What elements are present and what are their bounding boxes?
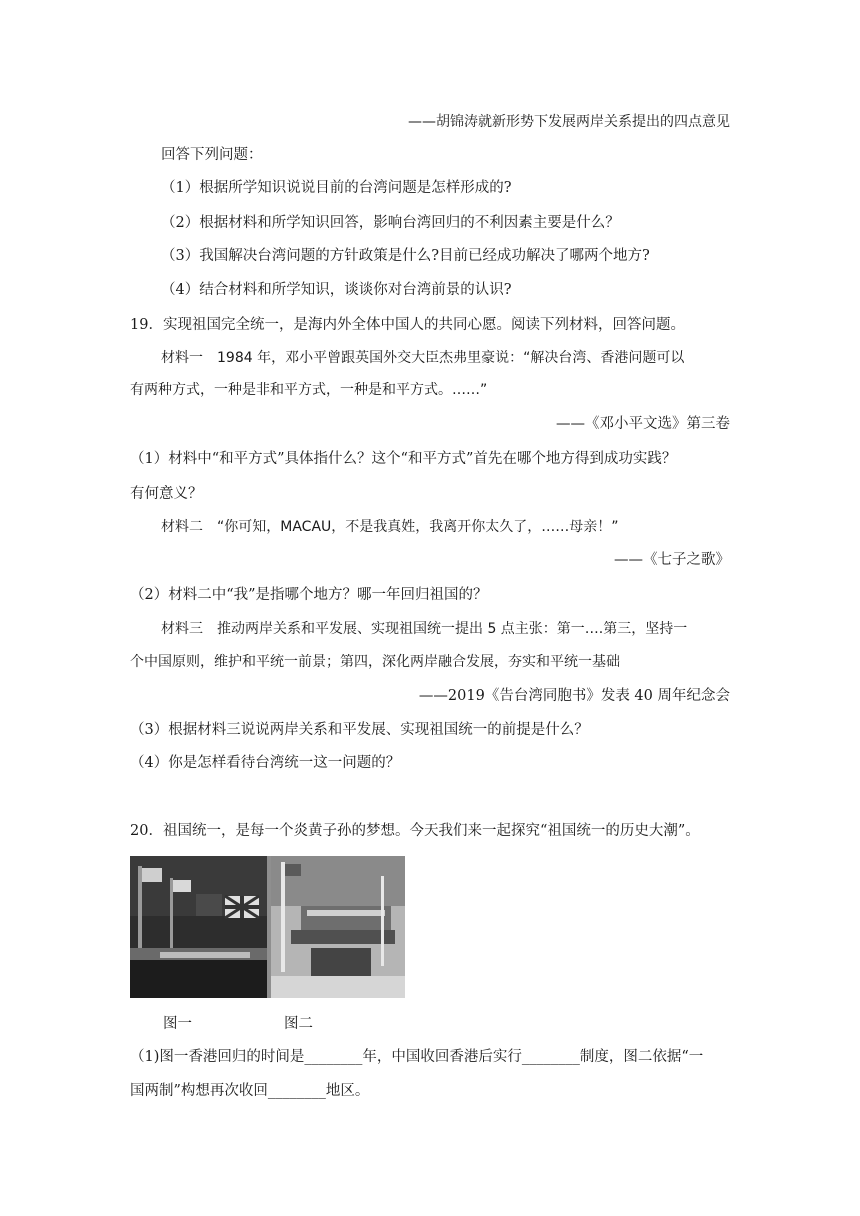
question-18-4: （4）结合材料和所学知识，谈谈你对台湾前景的认识? — [161, 282, 512, 298]
source-attribution-hu: ——胡锦涛就新形势下发展两岸关系提出的四点意见 — [408, 114, 730, 130]
instruction-text: 回答下列问题： — [161, 147, 263, 163]
question-18-1: （1）根据所学知识说说目前的台湾问题是怎样形成的? — [161, 180, 512, 196]
material-3-line-2: 个中国原则，维护和平统一前景；第四，深化两岸融合发展，夯实和平统一基础 — [130, 654, 620, 670]
question-19-3: （3）根据材料三说说两岸关系和平发展、实现祖国统一的前提是什么？ — [130, 722, 589, 738]
question-19-1-line-1: （1）材料中“和平方式”具体指什么？这个“和平方式”首先在哪个地方得到成功实践？ — [130, 451, 677, 467]
question-18-3: （3）我国解决台湾问题的方针政策是什么?目前已经成功解决了哪两个地方? — [161, 248, 650, 264]
source-deng: ——《邓小平文选》第三卷 — [556, 416, 730, 432]
material-2: 材料二 “你可知，MACAU，不是我真姓，我离开你太久了，……母亲！” — [161, 519, 619, 535]
historical-photos — [130, 856, 405, 998]
source-song: ——《七子之歌》 — [614, 552, 730, 568]
question-20-stem: 20．祖国统一，是每一个炎黄子孙的梦想。今天我们来一起探究“祖国统一的历史大潮”。 — [130, 823, 700, 839]
question-19-4: （4）你是怎样看待台湾统一这一问题的？ — [130, 755, 401, 771]
material-3-line-1: 材料三 推动两岸关系和平发展、实现祖国统一提出 5 点主张：第一….第三，坚持一 — [161, 621, 688, 637]
question-19-stem: 19．实现祖国完全统一，是海内外全体中国人的共同心愿。阅读下列材料，回答问题。 — [130, 317, 685, 333]
question-18-2: （2）根据材料和所学知识回答，影响台湾回归的不利因素主要是什么？ — [161, 215, 620, 231]
caption-figure-2: 图二 — [284, 1016, 313, 1032]
question-20-1-line-2: 国两制”构想再次收回________地区。 — [130, 1083, 370, 1099]
material-1-line-2: 有两种方式，一种是非和平方式，一种是和平方式。……” — [130, 382, 488, 398]
question-20-1-line-1: （1)图一香港回归的时间是________年，中国收回香港后实行________制度，图二依据“一 — [130, 1049, 704, 1065]
hong-kong-handover-photo — [130, 856, 267, 998]
question-19-2: （2）材料二中“我”是指哪个地方？哪一年回归祖国的？ — [130, 587, 488, 603]
question-19-1-line-2: 有何意义？ — [130, 486, 203, 502]
material-1-line-1: 材料一 1984 年，邓小平曾跟英国外交大臣杰弗里豪说：“解决台湾、香港问题可以 — [161, 350, 685, 366]
caption-figure-1: 图一 — [163, 1016, 192, 1032]
macau-handover-photo — [271, 856, 405, 998]
source-letter: ——2019《告台湾同胞书》发表 40 周年纪念会 — [418, 688, 730, 704]
